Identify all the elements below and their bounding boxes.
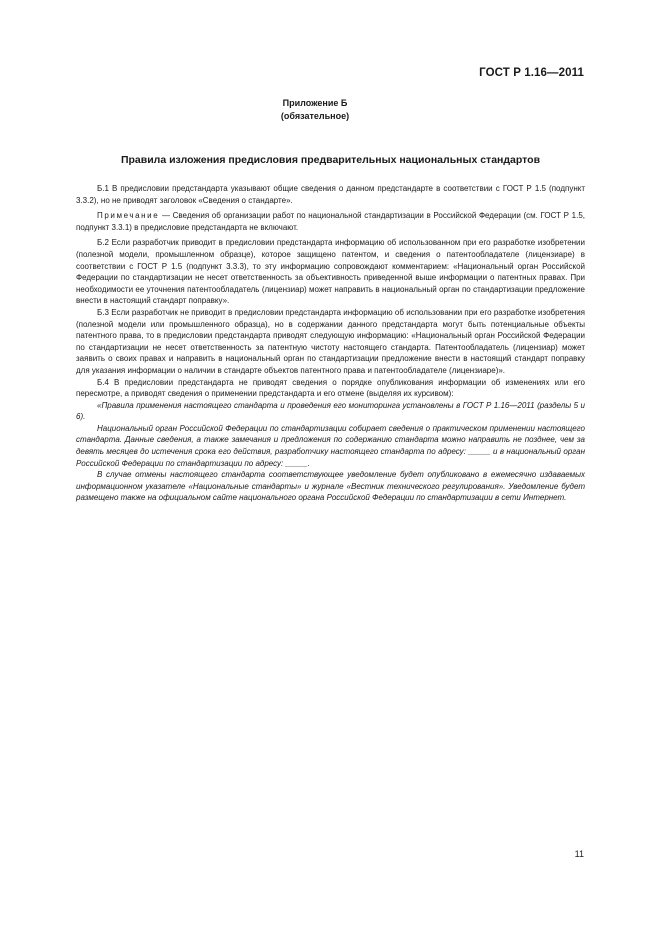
quote-feedback: Национальный орган Российской Федерации по стандартизации собирает сведения о практическом применении настоящего стандарта. Данные сведения, а также замечания и предложения по содержанию стандарта можно направить не позднее, чем за девять месяцев до истечения срока его действия, разработчику настоящего стандарта по адресу: _____ и в национальный орган Российской Федерации по стандартизации по адресу: _____. xyxy=(76,423,585,468)
appendix-heading xyxy=(0,97,630,123)
note-text: — Сведения об организации работ по национальной стандартизации в Российской Федерации (см. ГОСТ Р 1.5, подпункт 3.3.1) в предисловие предстандарта не включают. xyxy=(76,211,585,232)
appendix-label: Приложение Б xyxy=(282,98,348,108)
standard-code: ГОСТ Р 1.16—2011 xyxy=(479,67,584,79)
appendix-status: (обязательное) xyxy=(280,111,350,121)
note xyxy=(76,210,585,233)
paragraph-b4: Б.4 В предисловии предстандарта не приводят сведения о порядке опубликования информации об изменениях или его пересмотре, а приводят сведения о применении предстандарта и его отмене (выделяя их курсивом): xyxy=(76,377,585,399)
page-number: 11 xyxy=(574,849,584,859)
section-title: Правила изложения предисловия предварительных национальных стандартов xyxy=(120,154,541,166)
body-text xyxy=(76,183,585,504)
quote-cancellation: В случае отмены настоящего стандарта соответствующее уведомление будет опубликовано в ежемесячно издаваемых информационном указателе «Национальные стандарты» и журнале «Вестник технического регулирования». Уведомление будет размещено также на официальном сайте национального органа Российской Федерации по стандартизации в сети Интернет. xyxy=(76,470,585,503)
quote-application-rules: «Правила применения настоящего стандарта и проведения его мониторинга установлены в ГОСТ Р 1.16—2011 (разделы 5 и 6). xyxy=(76,400,585,422)
note-label: Примечание xyxy=(97,211,160,221)
paragraph-b3: Б.3 Если разработчик не приводит в предисловии предстандарта информацию об использовании при его разработке изобретения (полезной модели или промышленного образца), но в содержании данного предстандарта могут быть потенциальные объекты патентного права, то в предисловии предстандарта приводят следующую информацию: «Национальный орган Российской Федерации по стандартизации не несет ответственность за патентную чистоту настоящего стандарта. Патентообладатель (лицензиар) может заявить о своих правах и направить в национальный орган по стандартизации предложение внести в настоящий стандарт поправку для указания информации о наличии в стандарте объектов патентного права и патентообладателе (лицензиаре)». xyxy=(76,307,585,375)
paragraph-b2: Б.2 Если разработчик приводит в предисловии предстандарта информацию об использованном при его разработке изобретении (полезной модели, промышленном образце), которое защищено патентом, и сведения о патентообладателе (лицензиаре) в соответствии с ГОСТ Р 1.5 (подпункт 3.3.3), то эту информацию сопровождают комментарием: «Национальный орган Российской Федерации по стандартизации не несет ответственность за объективность приведенной выше информации о патентных правах. При необходимости ее уточнения патентообладатель (лицензиар) может направить в национальный орган по стандартизации предложение внести в настоящий стандарт поправку». xyxy=(76,238,585,306)
paragraph-b1: Б.1 В предисловии предстандарта указывают общие сведения о данном предстандарте в соответствии с ГОСТ Р 1.5 (подпункт 3.3.2), но не приводят заголовок «Сведения о стандарте». xyxy=(76,184,585,205)
